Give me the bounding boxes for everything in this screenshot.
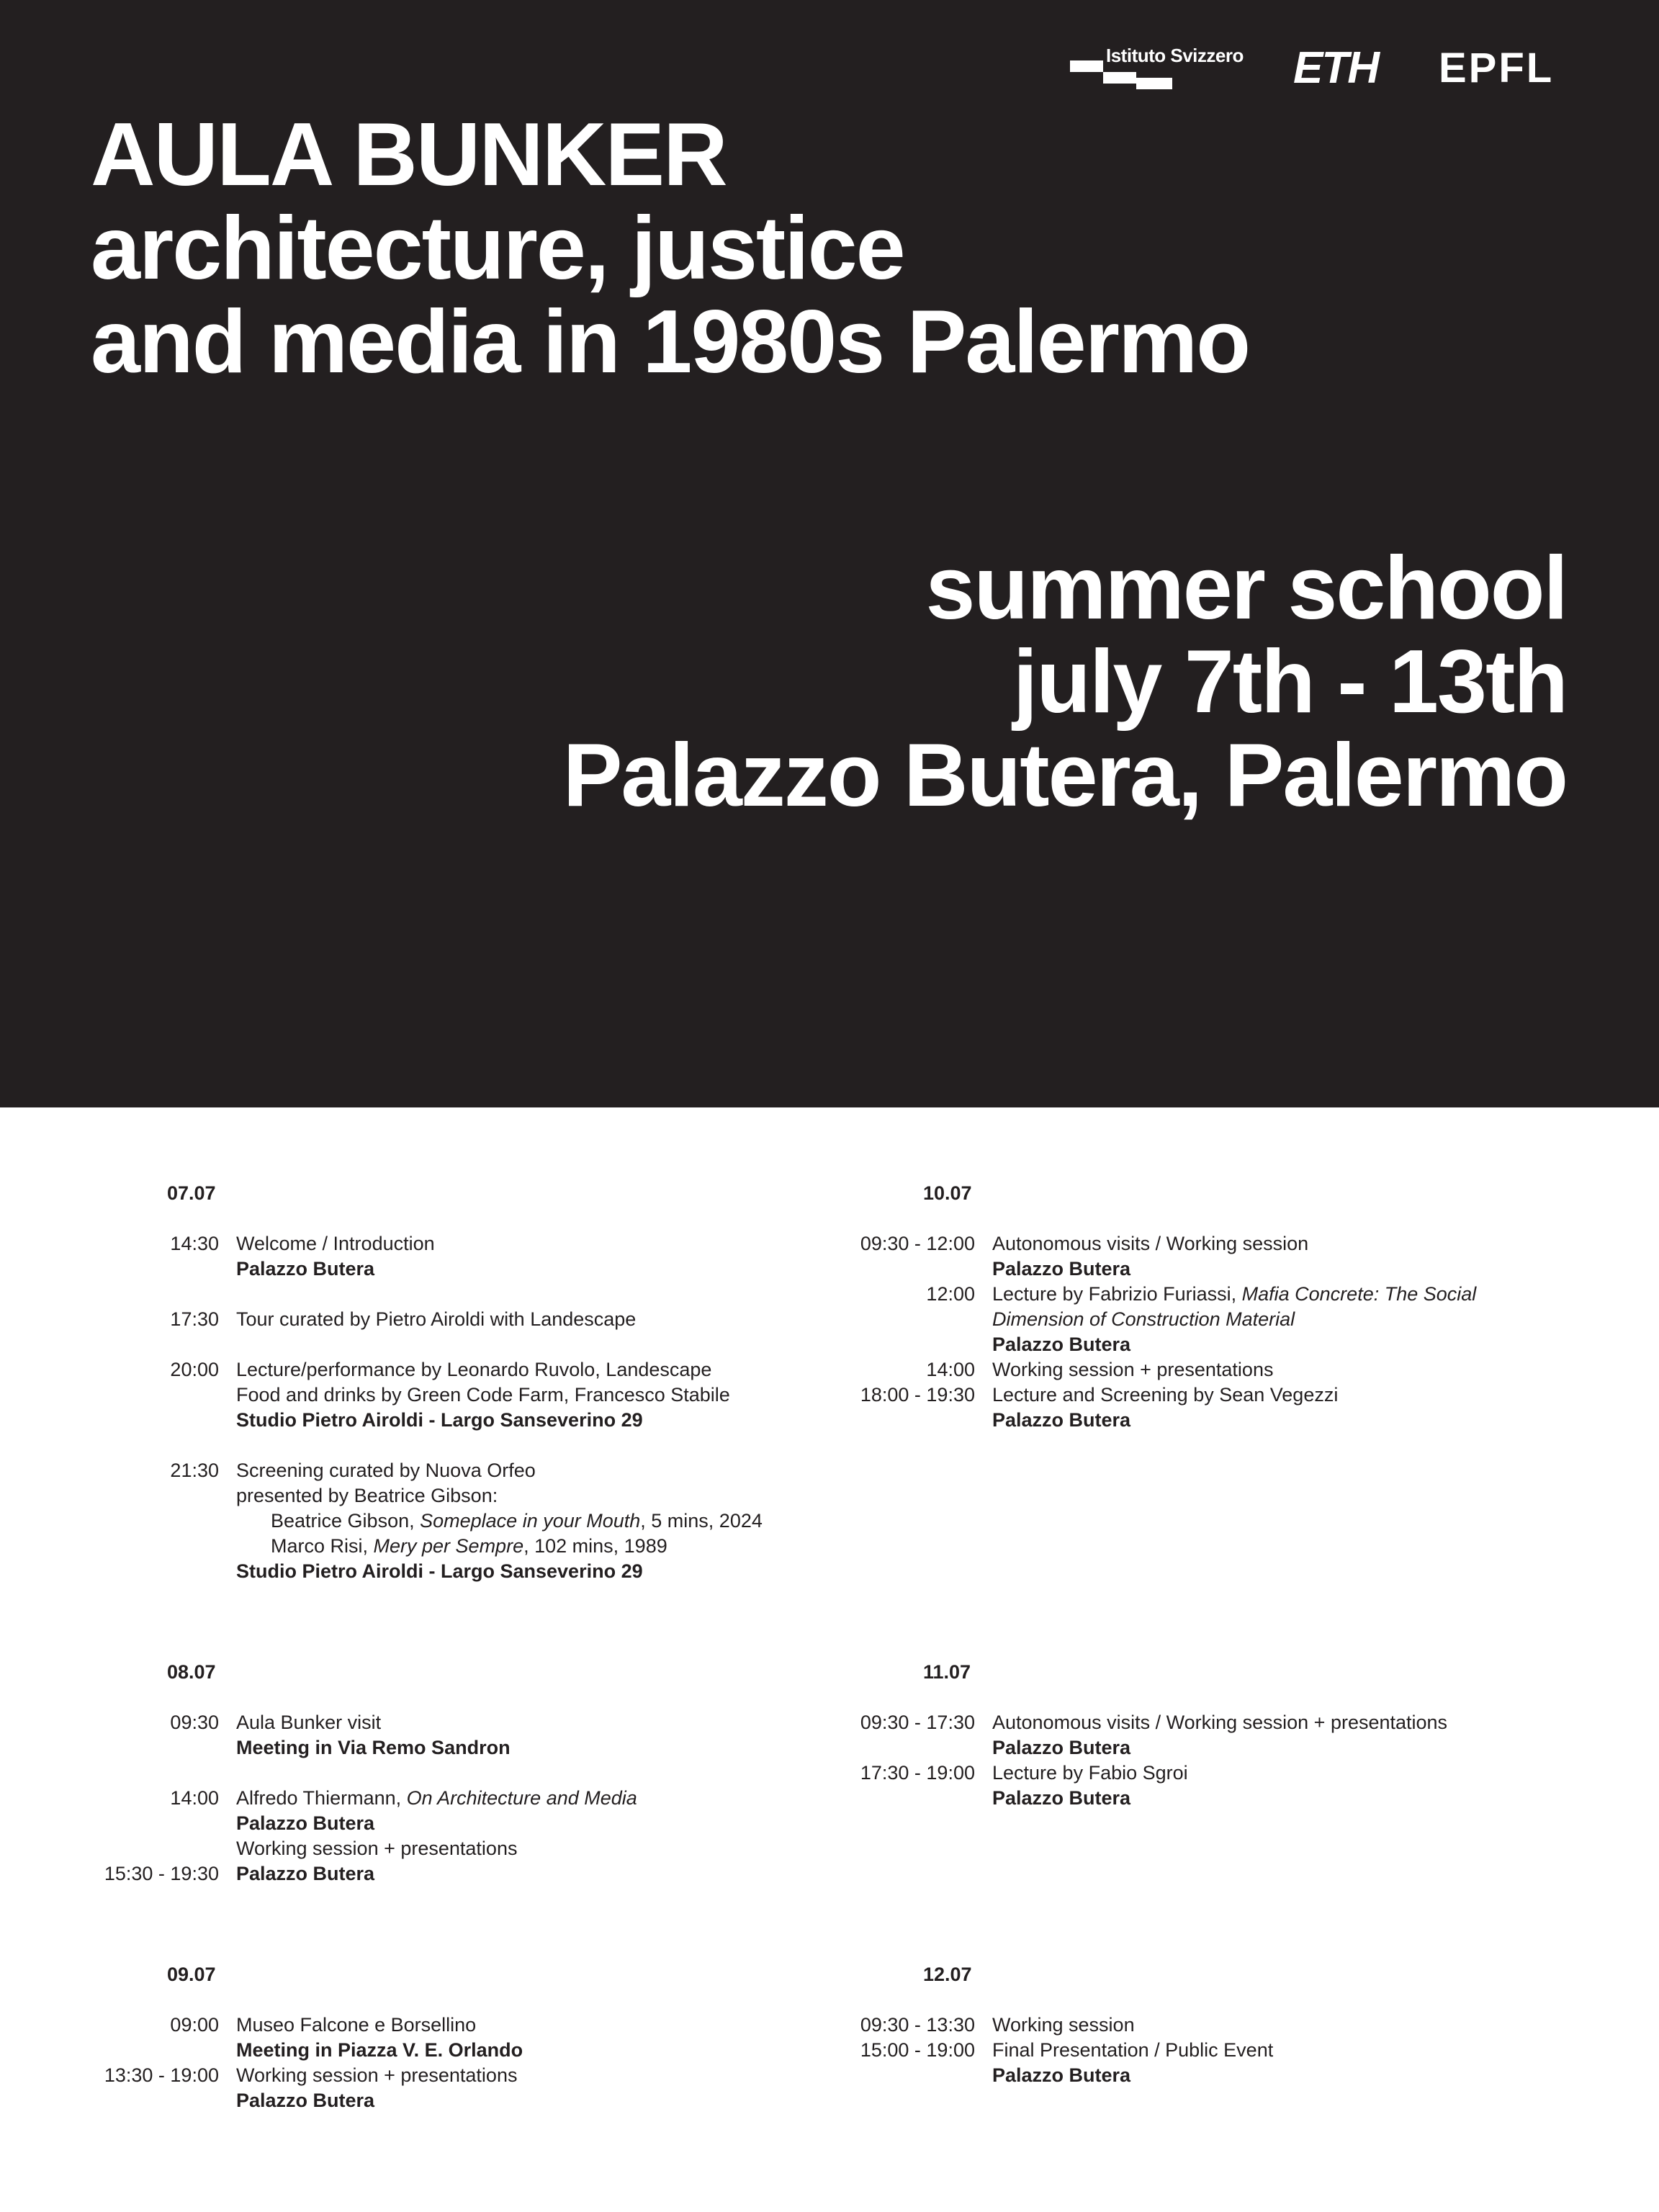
lecturer: Alfredo Thiermann, xyxy=(236,1787,407,1809)
entry-location: Meeting in Via Remo Sandron xyxy=(236,1737,511,1758)
entry-location: Palazzo Butera xyxy=(236,1863,375,1884)
entry-location: Meeting in Piazza V. E. Orlando xyxy=(236,2039,523,2061)
day-date: 09.07 xyxy=(167,1964,216,1985)
eth-logo: ETH xyxy=(1293,43,1378,93)
entry-location: Palazzo Butera xyxy=(992,1737,1131,1758)
entry-text: Aula Bunker visit xyxy=(236,1712,382,1733)
entry-text xyxy=(236,1786,884,1811)
entry-location: Studio Pietro Airoldi - Largo Sanseverino 29 xyxy=(236,1560,643,1582)
epfl-logo: EPFL xyxy=(1439,45,1555,91)
title-line: architecture, justice xyxy=(91,199,904,298)
entry-text: Museo Falcone e Borsellino xyxy=(236,2014,477,2036)
lecture-title: On Architecture and Media xyxy=(406,1787,637,1809)
entry-time: 17:30 xyxy=(170,1308,219,1330)
logo-block xyxy=(1103,72,1136,84)
film-author: Marco Risi, xyxy=(271,1535,374,1557)
poster-title xyxy=(91,105,1249,392)
entry-time: 13:30 - 19:00 xyxy=(104,2064,219,2086)
title-line: and media in 1980s Palermo xyxy=(91,292,1249,392)
day-date: 11.07 xyxy=(923,1661,971,1683)
entry-time: 09:30 - 17:30 xyxy=(860,1712,975,1733)
entry-text: Autonomous visits / Working session + presentations xyxy=(992,1712,1448,1733)
entry-time: 12:00 xyxy=(926,1283,975,1305)
entry-time: 20:00 xyxy=(170,1359,219,1380)
film-title: Someplace in your Mouth xyxy=(420,1510,641,1532)
entry-text: Lecture by Fabio Sgroi xyxy=(992,1762,1188,1784)
entry-time: 09:30 - 12:00 xyxy=(860,1233,975,1254)
entry-time: 14:00 xyxy=(170,1787,219,1809)
entry-time: 15:00 - 19:00 xyxy=(860,2039,975,2061)
entry-text: Welcome / Introduction xyxy=(236,1233,435,1254)
entry-time: 17:30 - 19:00 xyxy=(860,1762,975,1784)
lecturer: Lecture by Fabrizio Furiassi, xyxy=(992,1283,1242,1305)
entry-text: presented by Beatrice Gibson: xyxy=(236,1485,498,1506)
film-entry xyxy=(236,1509,884,1534)
entry-location: Palazzo Butera xyxy=(236,2090,375,2111)
entry-time: 14:30 xyxy=(170,1233,219,1254)
entry-text xyxy=(992,1282,1640,1307)
event-line: Palazzo Butera, Palermo xyxy=(562,726,1567,825)
title-line: AULA BUNKER xyxy=(91,105,727,204)
entry-time: 09:30 xyxy=(170,1712,219,1733)
logo-block xyxy=(1070,60,1103,72)
entry-time: 21:30 xyxy=(170,1460,219,1481)
event-line: summer school xyxy=(925,539,1567,638)
film-title: Mery per Sempre xyxy=(373,1535,524,1557)
entry-text: Working session + presentations xyxy=(992,1359,1274,1380)
entry-time: 14:00 xyxy=(926,1359,975,1380)
entry-location: Palazzo Butera xyxy=(992,1334,1131,1355)
entry-text: Screening curated by Nuova Orfeo xyxy=(236,1460,536,1481)
entry-text: Working session + presentations xyxy=(236,1838,518,1859)
day-date: 08.07 xyxy=(167,1661,216,1683)
entry-time: 09:00 xyxy=(170,2014,219,2036)
film-details: , 102 mins, 1989 xyxy=(523,1535,667,1557)
entry-text: Working session + presentations xyxy=(236,2064,518,2086)
entry-location: Palazzo Butera xyxy=(236,1812,375,1834)
entry-time: 18:00 - 19:30 xyxy=(860,1384,975,1406)
day-date: 07.07 xyxy=(167,1182,216,1204)
film-details: , 5 mins, 2024 xyxy=(640,1510,763,1532)
entry-location: Studio Pietro Airoldi - Largo Sanseverino 29 xyxy=(236,1409,643,1431)
entry-text: Working session xyxy=(992,2014,1135,2036)
entry-location: Palazzo Butera xyxy=(236,1258,375,1280)
entry-text: Final Presentation / Public Event xyxy=(992,2039,1274,2061)
entry-location: Palazzo Butera xyxy=(992,1258,1131,1280)
istituto-svizzero-logo-text: Istituto Svizzero xyxy=(1106,45,1244,66)
istituto-svizzero-logo xyxy=(1070,45,1257,95)
day-date: 10.07 xyxy=(923,1182,972,1204)
film-entry xyxy=(236,1534,884,1559)
logo-block xyxy=(1136,78,1172,89)
event-line: july 7th - 13th xyxy=(1012,632,1567,732)
day-date: 12.07 xyxy=(923,1964,972,1985)
entry-time: 09:30 - 13:30 xyxy=(860,2014,975,2036)
entry-text: Lecture and Screening by Sean Vegezzi xyxy=(992,1384,1339,1406)
entry-location: Palazzo Butera xyxy=(992,2064,1131,2086)
entry-text: Autonomous visits / Working session xyxy=(992,1233,1309,1254)
entry-time: 15:30 - 19:30 xyxy=(104,1863,219,1884)
entry-location: Palazzo Butera xyxy=(992,1787,1131,1809)
film-author: Beatrice Gibson, xyxy=(271,1510,421,1532)
entry-location: Palazzo Butera xyxy=(992,1409,1131,1431)
lecture-title: Mafia Concrete: The Social xyxy=(1241,1283,1477,1305)
entry-text: Food and drinks by Green Code Farm, Francesco Stabile xyxy=(236,1384,730,1406)
entry-text: Lecture/performance by Leonardo Ruvolo, Landescape xyxy=(236,1359,712,1380)
entry-text: Tour curated by Pietro Airoldi with Landescape xyxy=(236,1308,637,1330)
event-info xyxy=(562,539,1567,825)
lecture-title: Dimension of Construction Material xyxy=(992,1308,1295,1330)
